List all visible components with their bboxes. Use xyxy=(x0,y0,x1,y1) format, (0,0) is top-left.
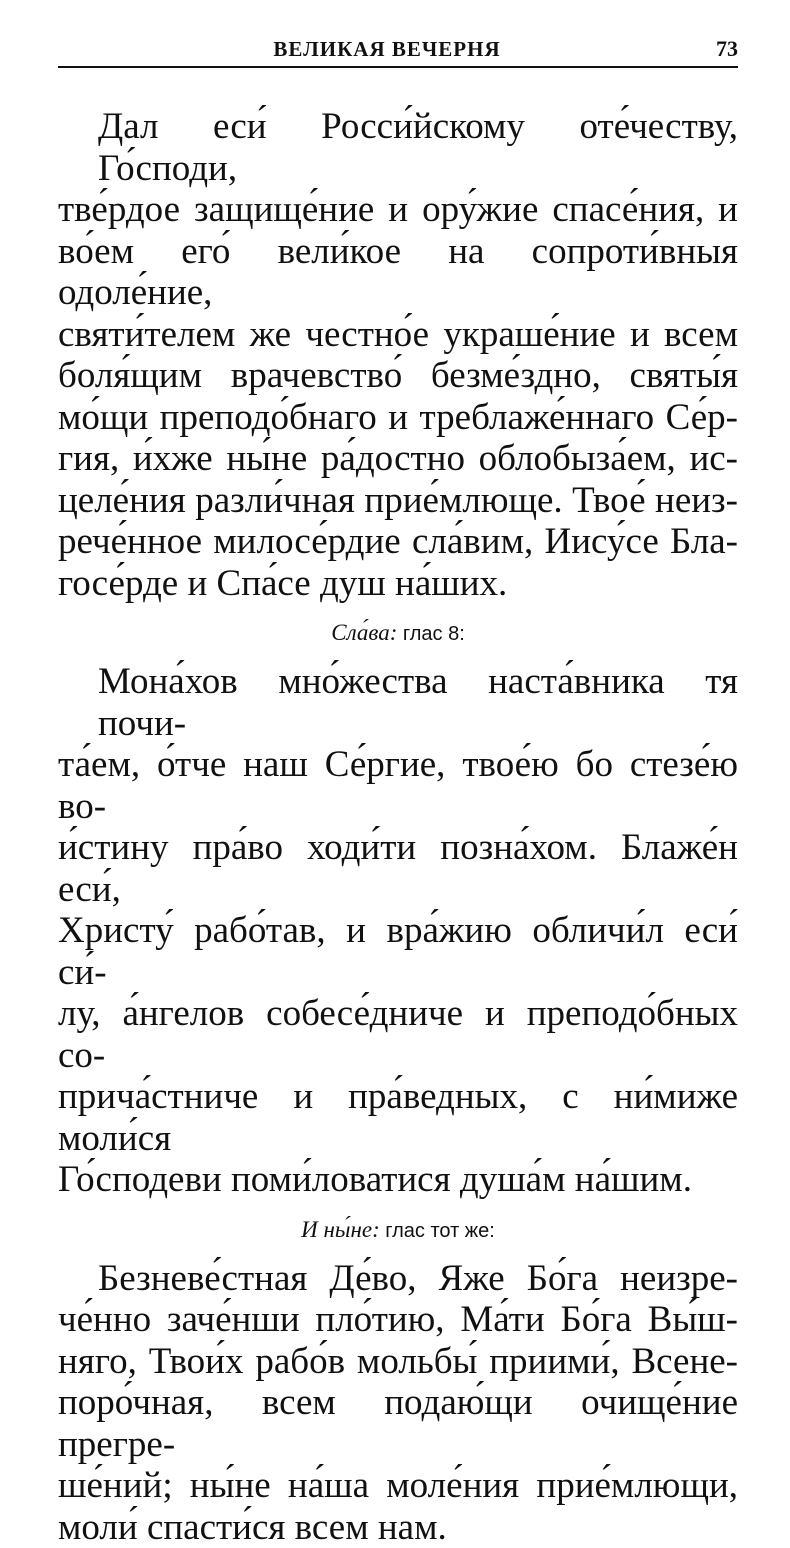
text-line: мо́щи преподо́бнаго и треблаже́ннаго Се́р- xyxy=(58,397,738,439)
text-line: тве́рдое защище́ние и ору́жие спасе́ния, и xyxy=(58,189,738,231)
rubric-slava xyxy=(58,618,738,649)
page-header xyxy=(58,24,738,68)
text-line: та́ем, о́тче наш Се́ргие, твое́ю бо стезе́ю во- xyxy=(58,744,738,827)
text-line: святи́телем же честно́е украше́ние и всем xyxy=(58,314,738,356)
stichera-1 xyxy=(58,106,738,604)
text-line: и́стину пра́во ходи́ти позна́хом. Блаже́н еси́, xyxy=(58,827,738,910)
text-line: целе́ния разли́чная прие́млюще. Твое́ неиз- xyxy=(58,480,738,522)
text-line: Дал еси́ Росси́йскому оте́честву, Го́споди, xyxy=(58,106,738,189)
text-line: че́нно заче́нши пло́тию, Ма́ти Бо́га Вы́ш- xyxy=(58,1299,738,1341)
text-line: прича́стниче и пра́ведных, с ни́миже моли́ся xyxy=(58,1076,738,1159)
text-line: ше́ний; ны́не на́ша моле́ния прие́млющи, xyxy=(58,1465,738,1507)
text-line: моли́ спасти́ся всем нам. xyxy=(58,1507,738,1548)
text-line: боля́щим врачевство́ безме́здно, святы́я xyxy=(58,355,738,397)
text-line: Безневе́стная Де́во, Яже Бо́га неизре- xyxy=(58,1258,738,1300)
page-number: 73 xyxy=(716,36,738,62)
running-head: ВЕЛИКАЯ ВЕЧЕРНЯ xyxy=(58,37,716,62)
text-line: няго, Твои́х рабо́в мольбы́ приими́, Всене- xyxy=(58,1341,738,1383)
rubric-label: Сла́ва: xyxy=(331,620,397,645)
theotokion xyxy=(58,1258,738,1548)
text-line: во́ем его́ вели́кое на сопроти́вныя одоле́ние, xyxy=(58,231,738,314)
rubric-tone: глас 8: xyxy=(403,623,465,645)
text-line: гия, и́хже ны́не ра́достно облобыза́ем, ис- xyxy=(58,438,738,480)
text-line: Мона́хов мно́жества наста́вника тя почи- xyxy=(58,661,738,744)
rubric-tone: глас тот же: xyxy=(385,1220,495,1242)
text-line: лу, а́нгелов собесе́дниче и преподо́бных со- xyxy=(58,993,738,1076)
text-line: поро́чная, всем подаю́щи очище́ние прегре- xyxy=(58,1382,738,1465)
rubric-i-nyne xyxy=(58,1215,738,1246)
book-page xyxy=(58,24,738,1548)
text-line: Го́сподеви поми́ловатися душа́м на́шим. xyxy=(58,1159,738,1201)
text-line: госе́рде и Спа́се душ на́ших. xyxy=(58,563,738,605)
text-line: Христу́ рабо́тав, и вра́жию обличи́л еси́ си́- xyxy=(58,910,738,993)
text-line: рече́нное милосе́рдие сла́вим, Иису́се Бла- xyxy=(58,521,738,563)
rubric-label: И ны́не: xyxy=(301,1217,380,1242)
stichera-2 xyxy=(58,661,738,1201)
